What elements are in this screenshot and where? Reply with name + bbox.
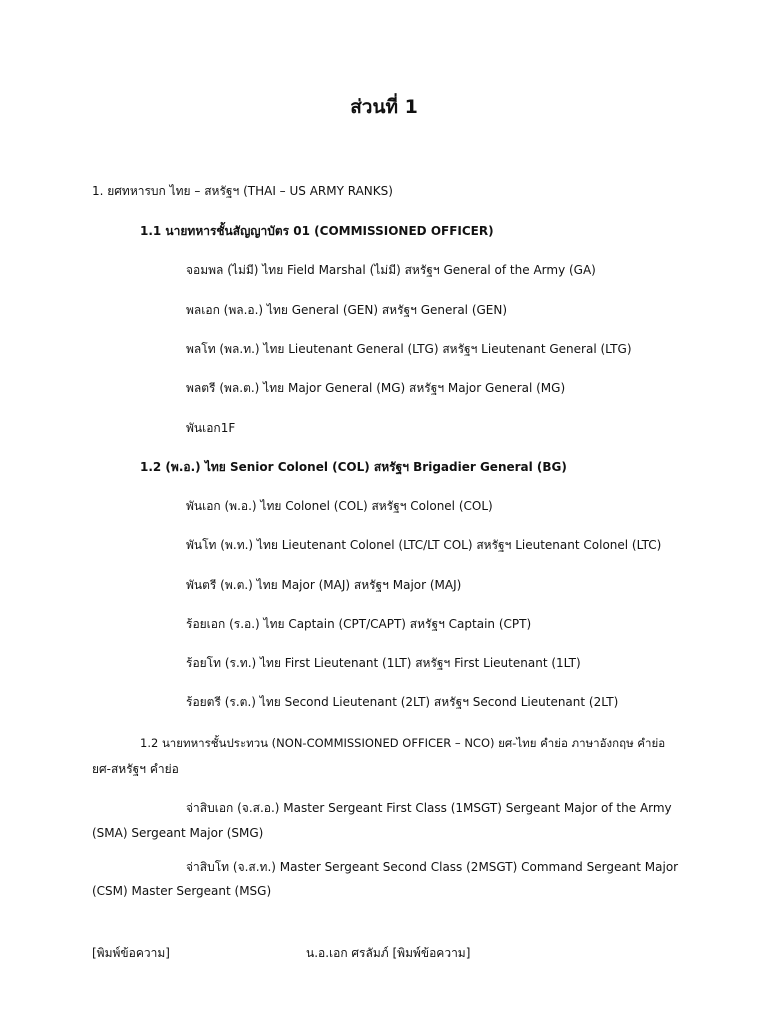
footer-left: [พิมพ์ข้อความ] [92,946,170,960]
nco-rank-line2-cont: (CSM) Master Sergeant (MSG) [92,884,272,898]
rank-line: ร้อยตรี (ร.ต.) ไทย Second Lieutenant (2LT) สหรัฐฯ Second Lieutenant (2LT) [186,695,619,709]
subsection-1-2a: 1.2 (พ.อ.) ไทย Senior Colonel (COL) สหรัฐฯ Brigadier General (BG) [140,460,567,474]
rank-line: พันตรี (พ.ต.) ไทย Major (MAJ) สหรัฐฯ Major (MAJ) [186,578,462,592]
rank-line: พันโท (พ.ท.) ไทย Lieutenant Colonel (LTC/LT COL) สหรัฐฯ Lieutenant Colonel (LTC) [186,538,662,552]
rank-line: พันเอก (พ.อ.) ไทย Colonel (COL) สหรัฐฯ Colonel (COL) [186,499,493,513]
rank-line: จอมพล (ไม่มี) ไทย Field Marshal (ไม่มี) สหรัฐฯ General of the Army (GA) [186,263,596,277]
rank-line: ร้อยเอก (ร.อ.) ไทย Captain (CPT/CAPT) สหรัฐฯ Captain (CPT) [186,617,532,631]
subsection-1-1: 1.1 นายทหารชั้นสัญญาบัตร 01 (COMMISSIONED OFFICER) [140,224,494,238]
rank-line: พลโท (พล.ท.) ไทย Lieutenant General (LTG) สหรัฐฯ Lieutenant General (LTG) [186,342,632,356]
rank-line: ร้อยโท (ร.ท.) ไทย First Lieutenant (1LT) สหรัฐฯ First Lieutenant (1LT) [186,656,581,670]
rank-line: พันเอก1F [186,421,236,435]
page-title: ส่วนที่ 1 [350,96,418,118]
nco-rank-line2: จ่าสิบโท (จ.ส.ท.) Master Sergeant Second Class (2MSGT) Command Sergeant Major [186,860,679,874]
section-heading-1: 1. ยศทหารบก ไทย – สหรัฐฯ (THAI – US ARMY RANKS) [92,184,393,198]
subsection-1-2b-line2: ยศ-สหรัฐฯ คำย่อ [92,762,179,776]
nco-rank-line1-cont: (SMA) Sergeant Major (SMG) [92,826,264,840]
subsection-1-2b-line1: 1.2 นายทหารชั้นประทวน (NON-COMMISSIONED OFFICER – NCO) ยศ-ไทย คำย่อ ภาษาอังกฤษ คำย่อ [140,736,666,750]
nco-rank-line1: จ่าสิบเอก (จ.ส.อ.) Master Sergeant First Class (1MSGT) Sergeant Major of the Army [186,801,672,815]
rank-line: พลตรี (พล.ต.) ไทย Major General (MG) สหรัฐฯ Major General (MG) [186,381,566,395]
rank-line: พลเอก (พล.อ.) ไทย General (GEN) สหรัฐฯ General (GEN) [186,303,508,317]
footer-right: น.อ.เอก ศรลัมภ์ [พิมพ์ข้อความ] [306,946,471,960]
